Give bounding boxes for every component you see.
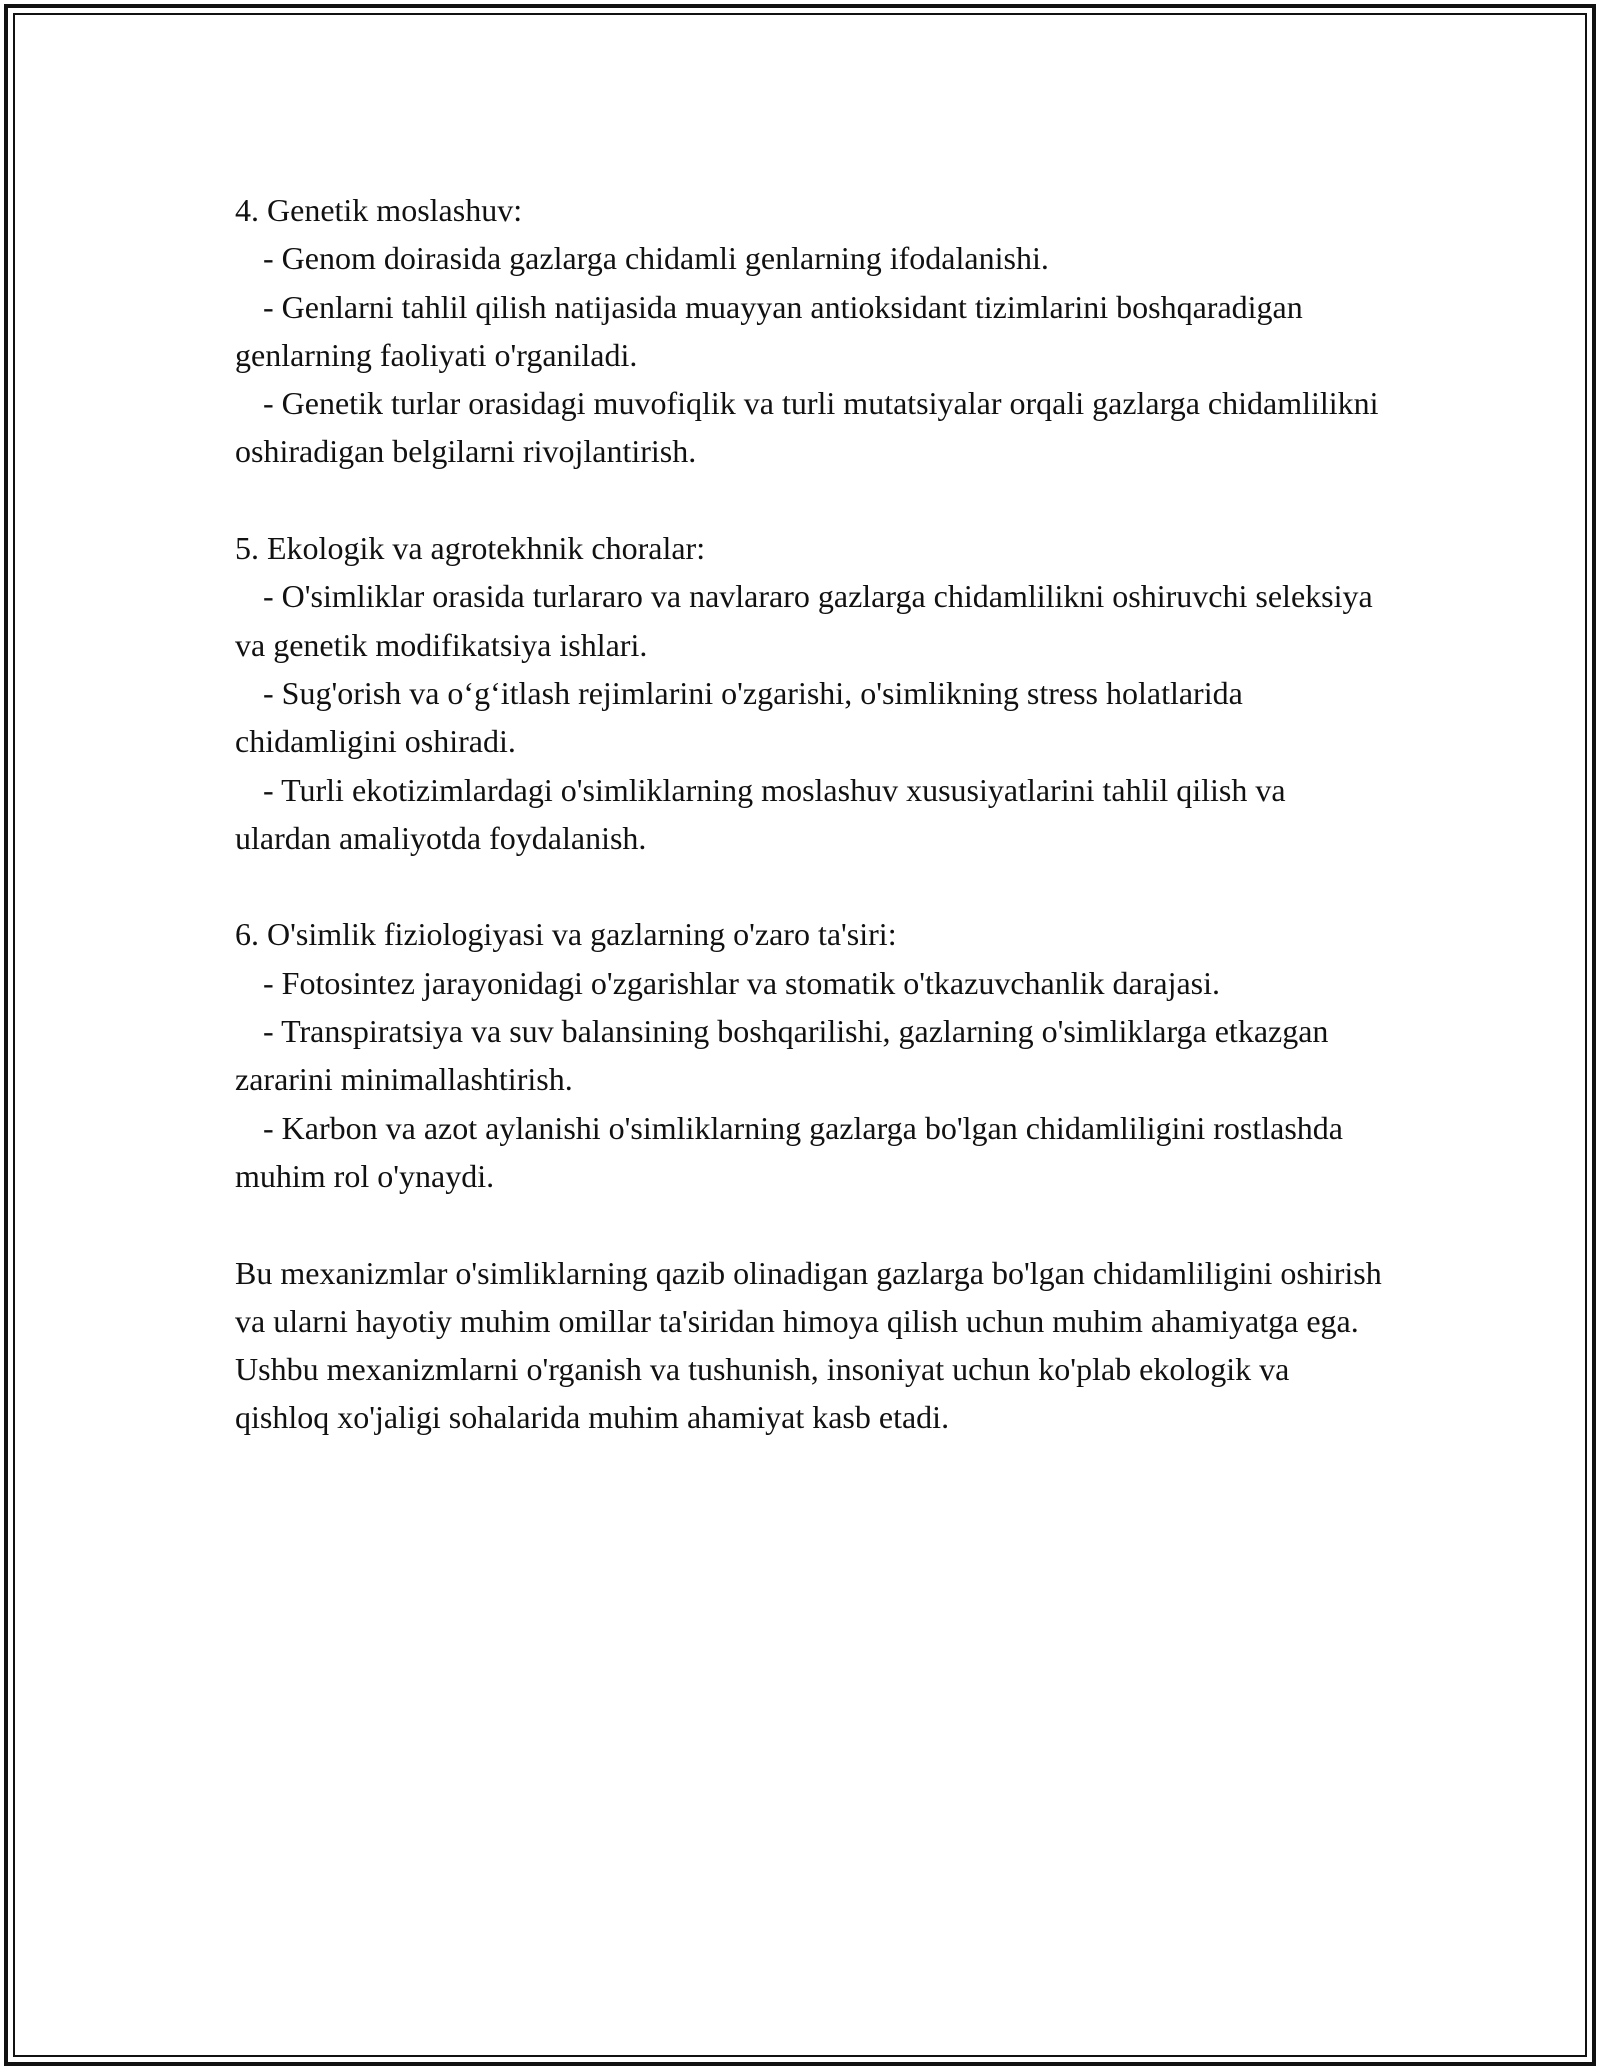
section-heading: 4. Genetik moslashuv:	[235, 192, 523, 228]
list-item: - Genlarni tahlil qilish natijasida muayyan antioksidant tizimlarini boshqaradigan genlarning faoliyati o'rganiladi.	[235, 288, 1303, 373]
list-item: - Fotosintez jarayonidagi o'zgarishlar va stomatik o'tkazuvchanlik darajasi.	[263, 964, 1221, 1001]
section-genetic-adaptation	[235, 186, 1385, 476]
conclusion-paragraph: Bu mexanizmlar o'simliklarning qazib olinadigan gazlarga bo'lgan chidamliligini oshirish va ularni hayotiy muhim omillar ta'siridan himoya qilish uchun muhim ahamiyatga ega. Ushbu mexanizmlarni o'rganish va tushunish, insoniyat uchun ko'plab ekologik va qishloq xo'jaligi sohalarida muhim ahamiyat kasb etadi.	[235, 1254, 1382, 1436]
list-item: - Turli ekotizimlardagi o'simliklarning moslashuv xususiyatlarini tahlil qilish va ulardan amaliyotda foydalanish.	[235, 771, 1286, 856]
list-item: - Karbon va azot aylanishi o'simliklarning gazlarga bo'lgan chidamliligini rostlashda muhim rol o'ynaydi.	[235, 1109, 1343, 1194]
section-ecological-measures	[235, 524, 1385, 862]
list-item: - Genom doirasida gazlarga chidamli genlarning ifodalanishi.	[263, 240, 1049, 277]
list-item: - Sug'orish va o‘g‘itlash rejimlarini o'zgarishi, o'simlikning stress holatlarida chidamligini oshiradi.	[235, 674, 1243, 760]
section-heading: 5. Ekologik va agrotekhnik choralar:	[235, 530, 706, 567]
document-body	[235, 186, 1385, 1442]
list-item: - Transpiratsiya va suv balansining boshqarilishi, gazlarning o'simliklarga etkazgan zararini minimallashtirish.	[235, 1013, 1329, 1098]
section-plant-physiology	[235, 910, 1385, 1200]
list-item: - O'simliklar orasida turlararo va navlararo gazlarga chidamlilikni oshiruvchi seleksiya va genetik modifikatsiya ishlari.	[235, 578, 1373, 663]
section-heading: 6. O'simlik fiziologiyasi va gazlarning o'zaro ta'siri:	[235, 916, 897, 953]
list-item: - Genetik turlar orasidagi muvofiqlik va turli mutatsiyalar orqali gazlarga chidamlilikni oshiradigan belgilarni rivojlantirish.	[235, 385, 1379, 470]
